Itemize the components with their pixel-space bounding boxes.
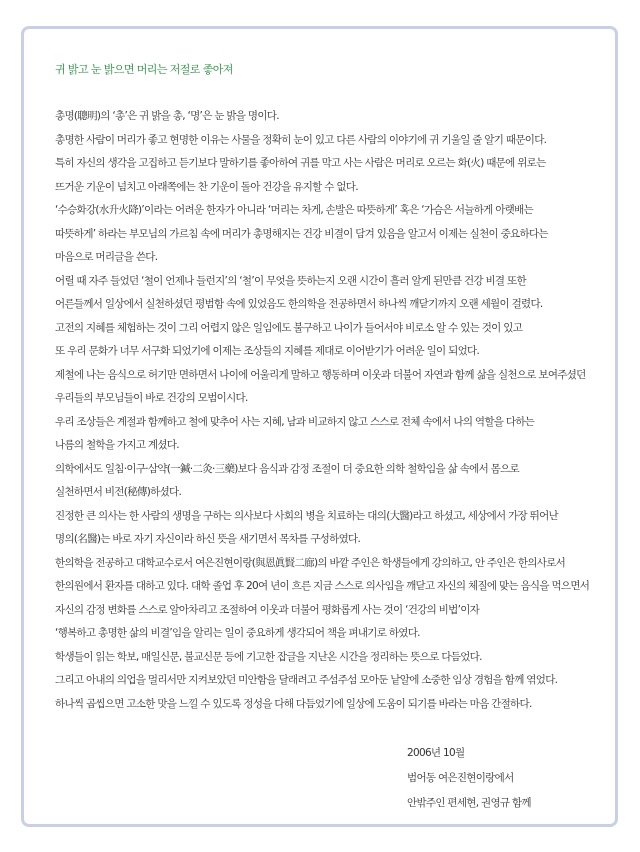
body-line: 총명한 사람이 머리가 좋고 현명한 이유는 사물을 정확히 눈이 있고 다른 사람의 이야기에 귀 기울일 줄 알기 때문이다. — [55, 133, 547, 146]
signature-place: 범어동 여은진현이랑에서 — [407, 772, 514, 784]
signature-block — [407, 741, 531, 816]
body-line: 또 우리 문화가 너무 서구화 되었기에 이제는 조상들의 지혜를 제대로 이어받기가 어려운 일이 되었다. — [55, 345, 480, 357]
body-line: 고전의 지혜를 체험하는 것이 그리 어렵지 않은 일임에도 불구하고 나이가 들어서야 비로소 알 수 있는 것이 있고 — [55, 321, 523, 334]
body-line: 어른들께서 일상에서 실천하셨던 평범함 속에 있었음도 한의학을 전공하면서 하나씩 깨닫기까지 오랜 세월이 걸렸다. — [55, 298, 543, 310]
body-line: 제철에 나는 음식으로 허기만 면하면서 나이에 어울리게 말하고 행동하며 이웃과 더불어 자연과 함께 삶을 실천으로 보여주셨던 — [55, 368, 586, 381]
preface-body — [55, 105, 615, 716]
body-line: 특히 자신의 생각을 고집하고 듣기보다 말하기를 좋아하여 귀를 막고 사는 사람은 머리로 오르는 화(火) 때문에 위로는 — [55, 157, 546, 169]
body-line: 하나씩 곱씹으면 고소한 맛을 느낄 수 있도록 정성을 다해 다듬었기에 일상에 도움이 되기를 바라는 마음 간절하다. — [55, 697, 532, 710]
body-line: 나름의 철학을 가지고 계셨다. — [55, 439, 179, 451]
body-line: 실천하면서 비전(秘傳)하셨다. — [55, 486, 182, 498]
body-line: 한의원에서 환자를 대하고 있다. 대학 졸업 후 20여 년이 흐른 지금 스스로 의사임을 깨닫고 자신의 체질에 맞는 음식을 먹으면서 — [55, 580, 590, 592]
body-line: 그리고 아내의 의업을 멀리서만 지켜보았던 미안함을 달래려고 주섬주섬 모아둔 낱알에 소중한 임상 경험을 함께 엮었다. — [55, 674, 558, 686]
content-frame — [21, 26, 618, 827]
body-line: 명의(名醫)는 바로 자기 자신이라 하신 뜻을 새기면서 목차를 구성하였다. — [55, 533, 361, 545]
body-line: 따뜻하게’ 하라는 부모님의 가르침 속에 머리가 총명해지는 건강 비결이 담겨 있음을 알고서 이제는 실천이 중요하다는 — [55, 227, 548, 240]
body-line: 뜨거운 기운이 넘치고 아래쪽에는 찬 기운이 돌아 건강을 유지할 수 없다. — [55, 180, 358, 193]
signature-date: 2006년 10월 — [407, 747, 465, 759]
body-line: ‘행복하고 총명한 삶의 비결’임을 알리는 일이 중요하게 생각되어 책을 펴내기로 하였다. — [55, 627, 420, 639]
body-line: 어릴 때 자주 들었던 ‘철이 언제나 들런지’의 ‘철’이 무엇을 뜻하는지 오랜 시간이 흘러 알게 된만큼 건강 비결 또한 — [55, 274, 526, 287]
article-heading: 귀 밝고 눈 밝으면 머리는 저절로 좋아져 — [55, 63, 233, 76]
body-line: 마음으로 머리글을 쓴다. — [55, 251, 158, 263]
body-line: 학생들이 읽는 학보, 매일신문, 불교신문 등에 기고한 잡글을 지난온 시간을 정리하는 뜻으로 다듬었다. — [55, 650, 482, 663]
body-line: 우리 조상들은 계절과 함께하고 철에 맞추어 사는 지혜, 남과 비교하지 않고 스스로 전체 속에서 나의 역할을 다하는 — [55, 415, 535, 428]
body-line: ‘수승화강(水升火降)’이라는 어려운 한자가 아니라 ‘머리는 차게, 손발은 따뜻하게’ 혹은 ‘가슴은 서늘하게 아랫배는 — [55, 204, 533, 216]
body-line: 한의학을 전공하고 대학교수로서 여은진현이랑(與恩眞賢二廊)의 바깥 주인은 학생들에게 강의하고, 안 주인은 한의사로서 — [55, 556, 566, 569]
body-line: 의학에서도 일침·이구·삼약(一鍼·二灸·三藥)보다 음식과 감정 조절이 더 중요한 의학 철학임을 삶 속에서 몸으로 — [55, 462, 519, 475]
body-line: 자신의 감정 변화를 스스로 알아차리고 조절하여 이웃과 더불어 평화롭게 사는 것이 ‘건강의 비법’이자 — [55, 603, 480, 616]
body-line: 우리들의 부모님들이 바로 건강의 모범이시다. — [55, 392, 248, 404]
body-line: 총명(聰明)의 ‘총’은 귀 밝을 총, ‘명’은 눈 밝을 명이다. — [55, 110, 279, 122]
body-line: 진정한 큰 의사는 한 사람의 생명을 구하는 의사보다 사회의 병을 치료하는 대의(大醫)라고 하셨고, 세상에서 가장 뛰어난 — [55, 509, 558, 522]
signature-author: 안밖주인 편세현, 권영규 함께 — [407, 797, 531, 809]
